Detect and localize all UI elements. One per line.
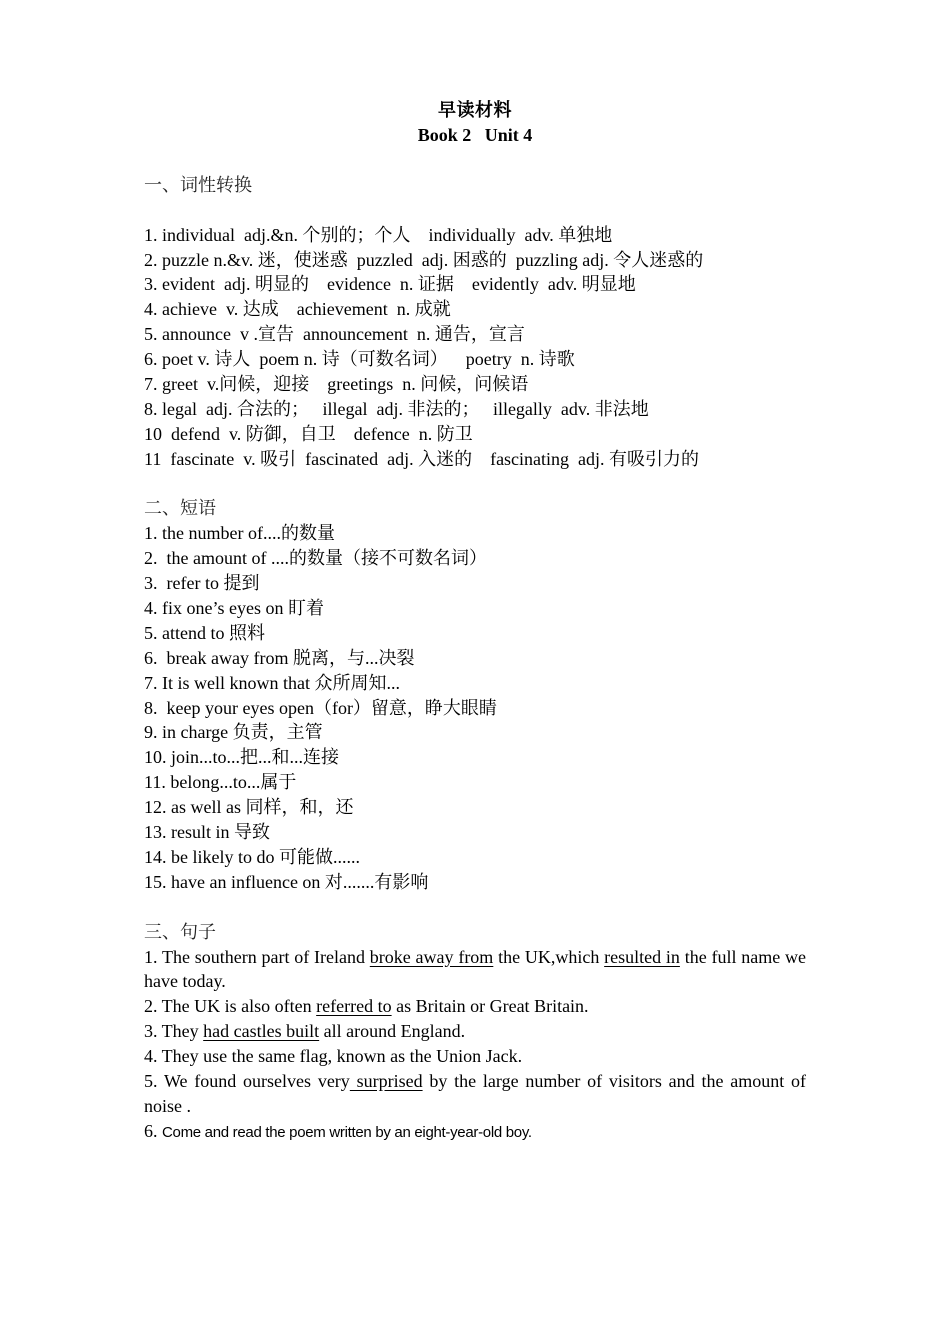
list-item: 11. belong...to...属于 [144, 772, 297, 793]
spacer [144, 472, 806, 497]
list-item: 10 defend v. 防御，自卫 defence n. 防卫 [144, 423, 473, 444]
list-item: 5. announce v .宣告 announcement n. 通告，宣言 [144, 324, 525, 345]
list-item: 10. join...to...把...和...连接 [144, 747, 340, 768]
spacer [144, 895, 806, 920]
sentence-text: the full name we have today. [144, 946, 806, 992]
list-item: 8. legal adj. 合法的； illegal adj. 非法的； illegally adv. 非法地 [144, 398, 649, 419]
list-item: 6. break away from 脱离，与...决裂 [144, 647, 415, 668]
phrases-list [144, 521, 806, 894]
list-item: 4. achieve v. 达成 achievement n. 成就 [144, 299, 451, 320]
sentence-text: all around England. [319, 1021, 466, 1042]
sentence-number: 6. [144, 1120, 162, 1141]
list-item: 4. fix one’s eyes on 盯着 [144, 598, 324, 619]
list-item: 12. as well as 同样，和，还 [144, 797, 354, 818]
sentence-item [144, 1044, 806, 1069]
section-heading-sentences: 三、句子 [144, 921, 216, 942]
list-item: 1. the number of....的数量 [144, 523, 335, 544]
list-item: 7. It is well known that 众所周知... [144, 672, 400, 693]
sentence-text: 3. They [144, 1021, 204, 1042]
sentence-text: by the large number of visitors and the amount of noise . [144, 1071, 806, 1116]
list-item: 9. in charge 负责，主管 [144, 722, 323, 743]
sentence-text: 1. The southern part of Ireland [144, 946, 370, 967]
sentence-item [144, 1069, 806, 1119]
underlined-phrase: surprised [349, 1071, 423, 1092]
spacer [144, 148, 806, 173]
sentence-text: the UK,which [493, 946, 605, 967]
sentence-text: Come and read the poem written by an eight-year-old boy. [162, 1123, 532, 1141]
sentences-list [144, 945, 806, 1146]
section-heading-word-forms: 一、词性转换 [144, 174, 252, 195]
list-item: 13. result in 导致 [144, 822, 270, 843]
sentence-text: 4. They use the same flag, known as the Union Jack. [144, 1046, 523, 1067]
list-item: 3. evident adj. 明显的 evidence n. 证据 evidently adv. 明显地 [144, 274, 636, 295]
sentence-text: 5. We found ourselves very [144, 1071, 350, 1092]
document-title: 早读材料 [438, 100, 512, 121]
list-item: 3. refer to 提到 [144, 573, 260, 594]
sentence-text: 2. The UK is also often [144, 996, 317, 1017]
list-item: 5. attend to 照料 [144, 622, 265, 643]
spacer [144, 198, 806, 223]
list-item: 14. be likely to do 可能做...... [144, 846, 360, 867]
list-item: 7. greet v.问候，迎接 greetings n. 问候，问候语 [144, 374, 529, 395]
list-item: 6. poet v. 诗人 poem n. 诗（可数名词） poetry n. 诗歌 [144, 349, 575, 370]
word-forms-list [144, 223, 806, 472]
sentence-item [144, 945, 806, 995]
list-item: 2. the amount of ....的数量（接不可数名词） [144, 548, 487, 569]
sentence-item [144, 1019, 806, 1044]
underlined-phrase: had castles built [203, 1021, 320, 1042]
document-subtitle: Book 2 Unit 4 [417, 125, 533, 145]
sentence-item [144, 1119, 806, 1146]
list-item: 2. puzzle n.&v. 迷，使迷惑 puzzled adj. 困惑的 puzzling adj. 令人迷惑的 [144, 249, 704, 270]
document-page [144, 98, 806, 1146]
underlined-phrase: broke away from [369, 946, 494, 967]
sentence-text: as Britain or Great Britain. [391, 996, 589, 1017]
list-item: 8. keep your eyes open（for）留意，睁大眼睛 [144, 697, 497, 718]
list-item: 11 fascinate v. 吸引 fascinated adj. 入迷的 fascinating adj. 有吸引力的 [144, 448, 700, 469]
list-item: 1. individual adj.&n. 个别的；个人 individually adv. 单独地 [144, 224, 613, 245]
sentence-item [144, 994, 806, 1019]
underlined-phrase: resulted in [604, 946, 680, 967]
underlined-phrase: referred to [316, 996, 392, 1017]
section-heading-phrases: 二、短语 [144, 498, 216, 519]
list-item: 15. have an influence on 对.......有影响 [144, 871, 429, 892]
